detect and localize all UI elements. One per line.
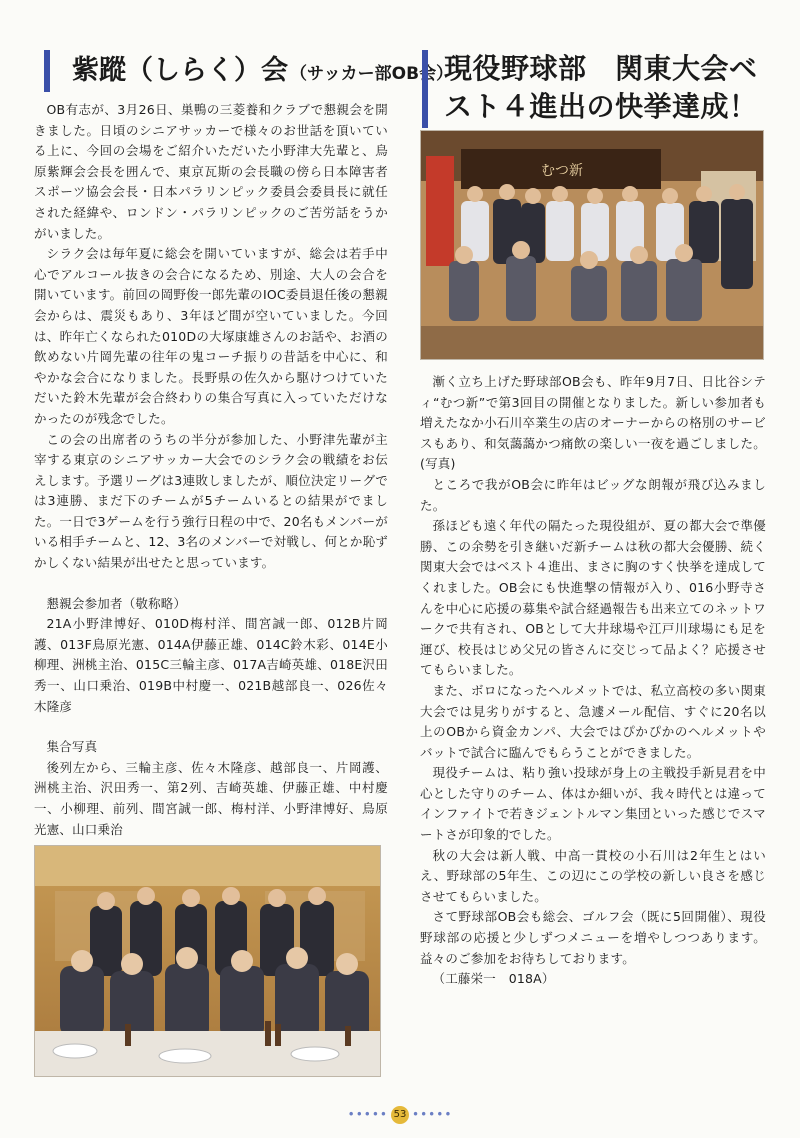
right-paragraph-6: 秋の大会は新人戦、中高一貫校の小石川は2年生とはいえ、野球部の5年生、この辺にこの学校の新しい良さを感じさせてもらいました。: [420, 847, 766, 904]
attendees-label: 懇親会参加者（敬称略）: [46, 595, 187, 611]
group-photo-baseball: [420, 130, 764, 360]
left-paragraph-3: この会の出席者のうちの半分が参加した、小野津先輩が主宰する東京のシニアサッカー大会でのシラク会の戦績をお伝えします。予選リーグは3連敗しましたが、順位決定リーグでは3連勝、まだ下のチームが5チームいるとの結果がでました。一日で3ゲームを行う強行日程の中で、20名もメンバーがいる相手チームと、12、3名のメンバーで対戦し、何とか恥ずかしくない結果が出せたと思っています。: [34, 431, 388, 571]
right-paragraph-1: 漸く立ち上げた野球部OB会も、昨年9月7日、日比谷シティ“むつ新”で第3回目の開催となりました。新しい参加者も増えたなか小石川卒業生の店のオーナーからの格別のサービスもあり、和気藹藹かつ痛飲の楽しい一夜を過ごしました。(写真): [420, 374, 766, 472]
right-paragraph-5: 現役チームは、粘り強い投球が身上の主戦投手新見君を中心とした守りのチーム、体はか細いが、我々時代とは違ってインファイトで若きジェントルマン集団といった感じでスマートさが印象的でした。: [420, 765, 766, 843]
article-signature: （工藤栄一 018A）: [432, 971, 555, 987]
page-number: ••••• 53 •••••: [0, 1106, 800, 1124]
right-paragraph-7: さて野球部OB会も総会、ゴルフ会（既に5回開催）、現役野球部の応援と少しずつメニューを増やしつつあります。益々のご参加をお待ちしております。: [420, 909, 766, 966]
right-article-title: [422, 50, 766, 128]
right-paragraph-2: ところで我がOB会に昨年はビッグな朗報が飛び込みました。: [420, 476, 766, 513]
page-number-value: 53: [391, 1106, 409, 1124]
attendees-list: 21A小野津博好、010D梅村洋、間宮誠一郎、012B片岡護、013F鳥原光憲、014A伊藤正雄、014C鈴木彩、014E小柳理、洲桃主治、015C三輪主彦、017A吉崎英雄、018E沢田秀一、山口乗治、019B中村慶一、021B越部良一、026佐々木隆彦: [34, 616, 388, 714]
left-article-body: [34, 100, 388, 840]
photo-caption-label: 集合写真: [46, 739, 98, 755]
right-article: [420, 50, 766, 987]
left-title-main: 紫蹤（しらく）会: [72, 55, 288, 86]
left-paragraph-2: シラク会は毎年夏に総会を開いていますが、総会は若手中心でアルコール抜きの会合になるため、別途、大人の会合を開いています。前回の岡野俊一郎先輩のIOC委員退任後の懇親会からは、震災もあり、3年ほど間が空いていました。今回は、昨年亡くなられた010Dの大塚康雄さんのお話や、お酒の飲めない片岡先輩の往年の鬼コーチ振りの昔話を中心に、和やかな会合になりました。長野県の佐久から駆けつけていただいた鈴木先輩が会合終わりの集合写真に入っていただけなかったのが残念でした。: [34, 246, 388, 426]
left-paragraph-1: OB有志が、3月26日、巣鴨の三菱養和クラブで懇親会を開きました。日頃のシニアサッカーで様々のお世話を頂いている上に、今回の会場をご紹介いただいた小野津大先輩と、鳥原紫輝会会長を囲んで、東京瓦斯の会長職の傍ら日本障害者スポーツ協会会長・日本パラリンピック委員会委員長に就任された経緯や、ロンドン・パラリンピックのご苦労話をうかがいました。: [34, 102, 388, 241]
right-title-line-2: スト４進出の快挙達成！: [444, 90, 758, 123]
left-article: [34, 50, 454, 840]
attendees-block: [34, 594, 388, 718]
right-paragraph-3: 孫ほども遠く年代の隔たった現役組が、夏の都大会で準優勝、この余勢を引き継いだ新チームは秋の都大会優勝、続く関東大会ではベスト４進出、まさに胸のすく快挙を達成してくれました。OB会にも快進撃の情報が入り、016小野寺さんを中心に応援の募集や試合経過報告も出来立てのネットワークで共有され、OBとして大井球場や江戸川球場にも足を運び、校長はじめ父兄の皆さんに交じって品よく？応援させてもらいました。: [420, 518, 766, 678]
group-photo-soccer: [34, 845, 381, 1077]
photo-caption-text: 後列左から、三輪主彦、佐々木隆彦、越部良一、片岡護、洲桃主治、沢田秀一、第2列、吉崎英雄、伊藤正雄、中村慶一、小柳理、前列、間宮誠一郎、梅村洋、小野津博好、鳥原光憲、山口乗治: [34, 759, 388, 837]
left-title-sub: （サッカー部OB会）: [290, 64, 454, 84]
right-article-body: [420, 372, 766, 990]
restaurant-sign: むつ新: [541, 163, 583, 179]
right-title-line-1: 現役野球部 関東大会ベ: [444, 52, 758, 85]
left-article-title: [44, 50, 454, 92]
right-paragraph-4: また、ボロになったヘルメットでは、私立高校の多い関東大会では見劣りがすると、急遽メール配信、すぐに20名以上のOBから資金カンパ、大会ではぴかぴかのヘルメットやバットで試合に臨んでもらうことができました。: [420, 682, 766, 760]
photo-caption-block: [34, 737, 388, 840]
